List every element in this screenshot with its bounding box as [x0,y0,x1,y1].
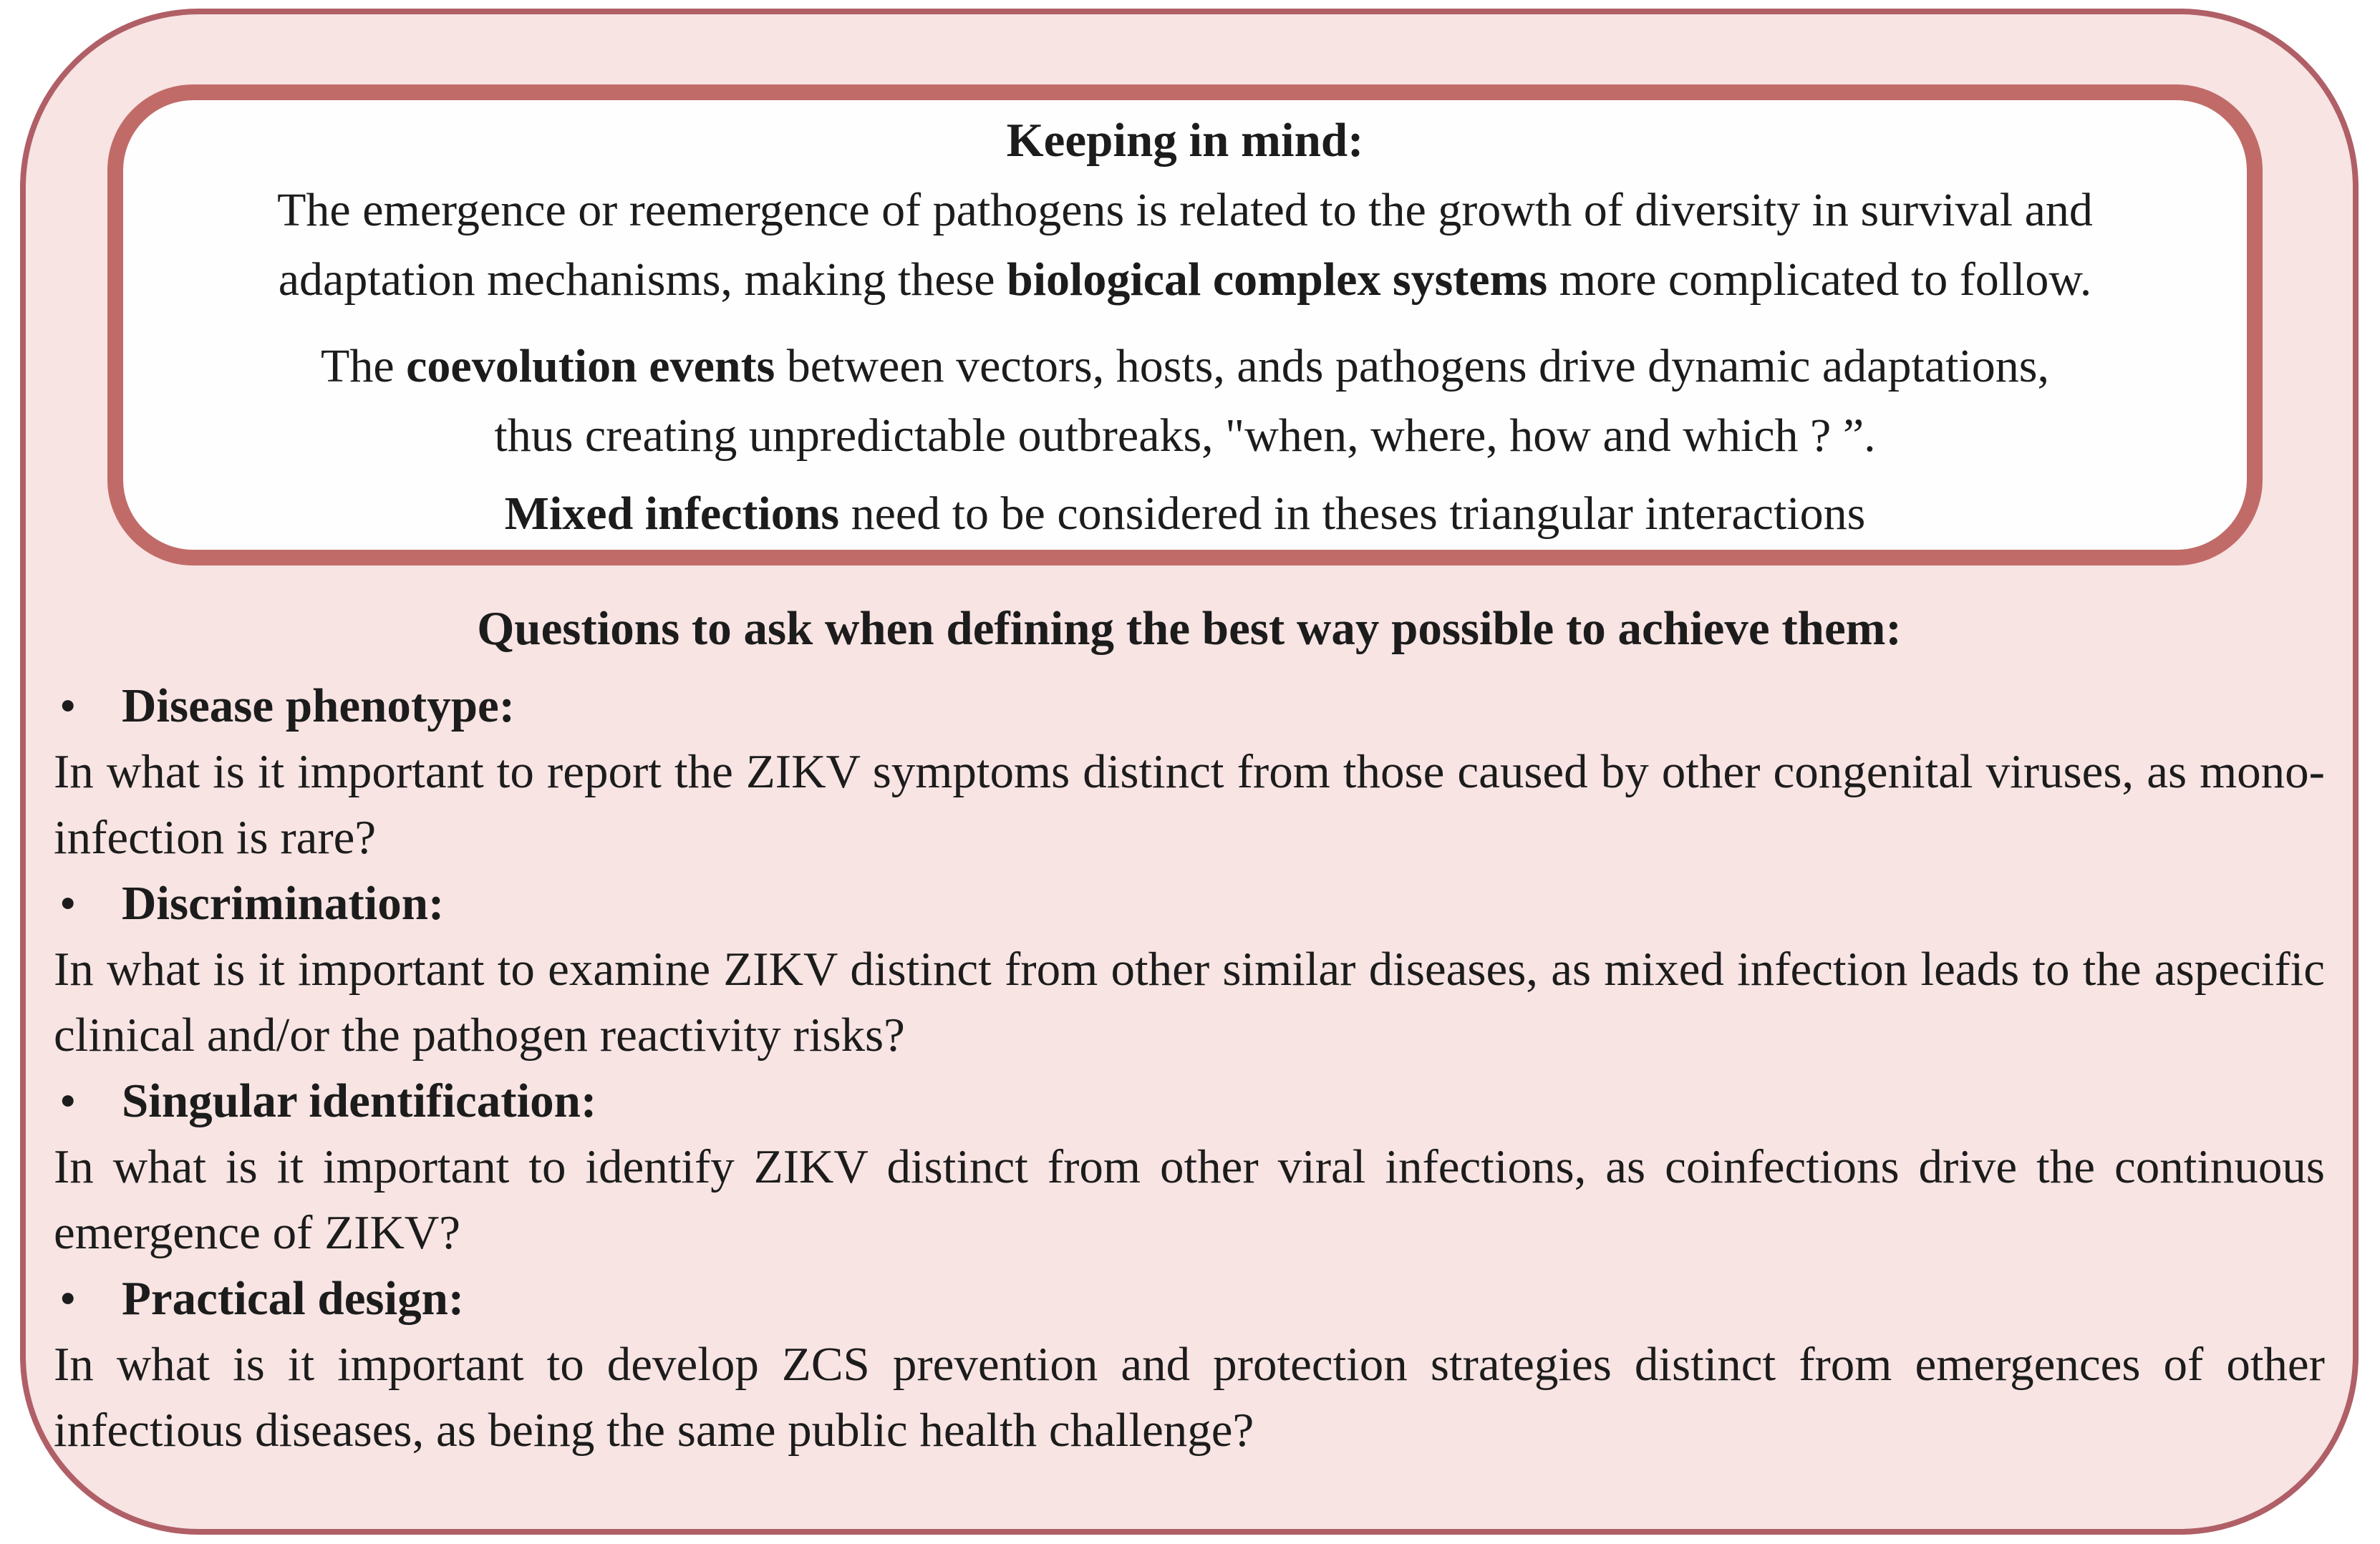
paragraph-line: thus creating unpredictable outbreaks, "when, where, how and which ? ”. [494,409,1876,462]
outer-pink-panel [20,9,2359,1535]
question-label: Disease phenotype: [122,679,516,732]
bullet-icon: • [59,877,77,930]
bullet-icon: • [59,1272,77,1325]
question-label: Practical design: [122,1272,465,1325]
keeping-in-mind-box [107,84,2263,565]
question-label: Discrimination: [122,877,445,930]
question-label: Singular identification: [122,1074,597,1127]
question-label-line [54,673,2325,739]
paragraph-pathogen-emergence [143,175,2227,314]
questions-heading: Questions to ask when defining the best way possible to achieve them: [477,602,1902,655]
question-body: In what is it important to identify ZIKV distinct from other viral infections, as coinfections drive the continuous emergence of ZIKV? [54,1140,2325,1259]
question-item-singular-identification [54,1068,2325,1266]
question-item-disease-phenotype [54,673,2325,870]
bullet-icon: • [59,679,77,732]
question-body: In what is it important to examine ZIKV distinct from other similar diseases, as mixed infection leads to the aspecific clinical and/or the pathogen reactivity risks? [54,943,2325,1062]
paragraph-coevolution-events [143,331,2227,470]
bullet-icon: • [59,1074,77,1127]
paragraph-line: adaptation mechanisms, making these biological complex systems more complicated to follow. [278,253,2092,306]
question-label-line [54,1266,2325,1331]
question-label-line [54,870,2325,936]
paragraph-line: Mixed infections need to be considered in theses triangular interactions [504,487,1866,540]
question-body: In what is it important to report the ZIKV symptoms distinct from those caused by other congenital viruses, as mono-infection is rare? [54,745,2325,864]
question-body: In what is it important to develop ZCS prevention and protection strategies distinct from emergences of other infectious diseases, as being the same public health challenge? [54,1338,2325,1457]
questions-section [54,596,2325,1463]
paragraph-line: The coevolution events between vectors, hosts, ands pathogens drive dynamic adaptations, [321,340,2049,392]
question-item-discrimination [54,870,2325,1068]
paragraph-line: The emergence or reemergence of pathogens is related to the growth of diversity in survival and [277,184,2093,236]
question-item-practical-design [54,1266,2325,1463]
paragraph-mixed-infections [143,479,2227,548]
question-label-line [54,1068,2325,1134]
keeping-in-mind-title: Keeping in mind: [1006,114,1364,167]
